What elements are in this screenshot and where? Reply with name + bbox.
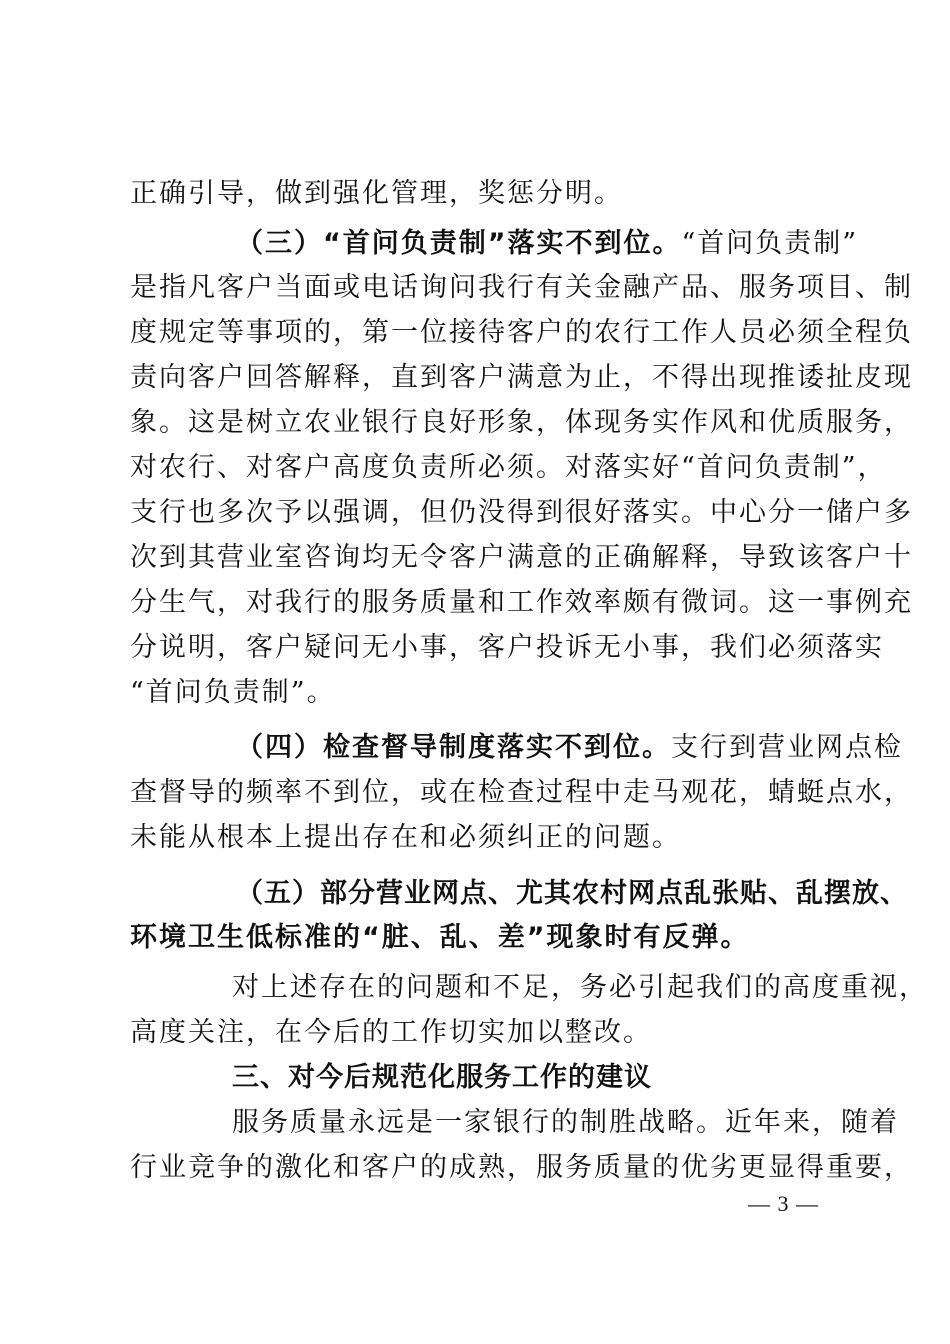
paragraph-line: 对农行、对客户高度负责所必须。对落实好“首问负责制”， — [130, 452, 887, 483]
paragraph-line: 次到其营业室咨询均无令客户满意的正确解释，导致该客户十 — [130, 542, 913, 573]
subheading-text: 检查督导制度落实不到位。 — [323, 732, 671, 763]
paragraph-line: 高度关注，在今后的工作切实加以整改。 — [130, 1017, 652, 1048]
paragraph-line: “首问负责制”。 — [130, 677, 336, 708]
body-text: 支行到营业网点检 — [671, 732, 903, 763]
section-heading: 三、对今后规范化服务工作的建议 — [232, 1062, 652, 1093]
paragraph-line: 责向客户回答解释，直到客户满意为止，不得出现推诿扯皮现 — [130, 362, 913, 393]
subheading-label: （三） — [236, 228, 323, 259]
subheading-label: （五） — [236, 878, 320, 909]
paragraph-line: 未能从根本上提出存在和必须纠正的问题。 — [130, 822, 681, 853]
subheading-label: （四） — [236, 732, 323, 763]
paragraph-line: 服务质量永远是一家银行的制胜战略。近年来，随着 — [232, 1107, 899, 1138]
paragraph-line: 行业竞争的激化和客户的成熟，服务质量的优劣更显得重要， — [130, 1152, 913, 1183]
paragraph-line: 分说明，客户疑问无小事，客户投诉无小事，我们必须落实 — [130, 632, 884, 663]
paragraph-line — [236, 224, 858, 264]
paragraph-line: 度规定等事项的，第一位接待客户的农行工作人员必须全程负 — [130, 317, 913, 348]
page-number: — 3 — — [748, 1191, 819, 1216]
subheading-text: 环境卫生低标准的“脏、乱、差”现象时有反弹。 — [130, 922, 750, 953]
paragraph-line: 象。这是树立农业银行良好形象，体现务实作风和优质服务， — [130, 407, 913, 438]
paragraph-line: 支行也多次予以强调，但仍没得到很好落实。中心分一储户多 — [130, 497, 913, 528]
paragraph-line — [130, 918, 750, 958]
subheading-text: “首问负责制”落实不到位。 — [323, 228, 682, 259]
paragraph-line — [236, 728, 903, 768]
paragraph-line: 分生气，对我行的服务质量和工作效率颇有微词。这一事例充 — [130, 587, 913, 618]
body-text: “首问负责制” — [681, 228, 859, 259]
paragraph-line: 是指凡客户当面或电话询问我行有关金融产品、服务项目、制 — [130, 272, 913, 303]
subheading-text: 部分营业网点、尤其农村网点乱张贴、乱摆放、 — [320, 878, 908, 909]
paragraph-line: 查督导的频率不到位，或在检查过程中走马观花，蜻蜓点水， — [130, 777, 913, 808]
paragraph-line: 对上述存在的问题和不足，务必引起我们的高度重视， — [232, 972, 928, 1003]
paragraph-line — [236, 874, 908, 914]
paragraph-line: 正确引导，做到强化管理，奖惩分明。 — [130, 178, 623, 209]
